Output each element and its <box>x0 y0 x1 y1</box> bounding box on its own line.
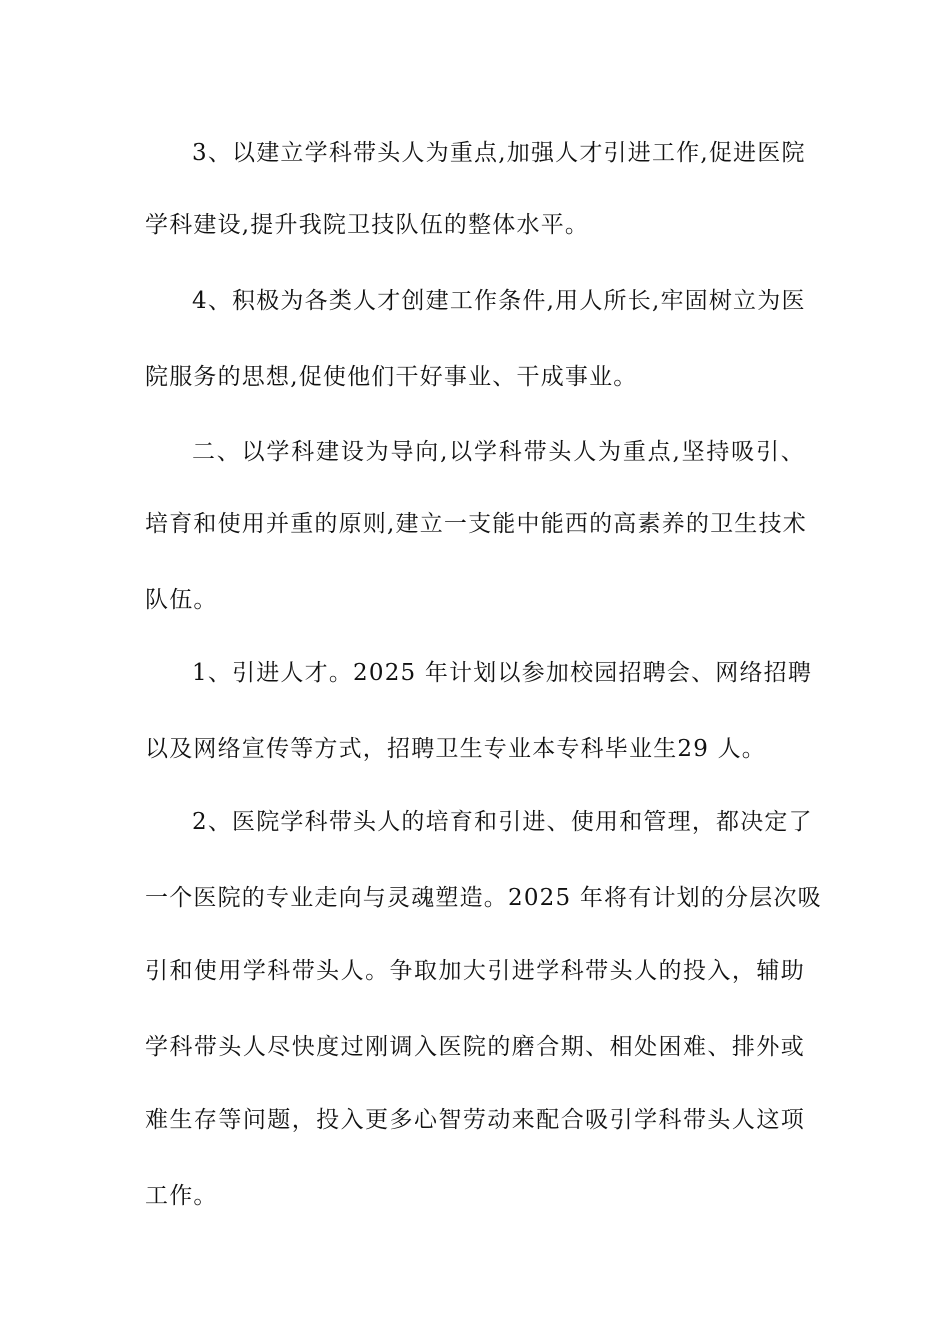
paragraph-5-line-2: 一个医院的专业走向与灵魂塑造。2025 年将有计划的分层次吸 <box>145 885 822 911</box>
paragraph-3-line-2: 培育和使用并重的原则,建立一支能中能西的高素养的卫生技术 <box>145 511 807 537</box>
paragraph-3-line-1: 二、以学科建设为导向,以学科带头人为重点,坚持吸引、 <box>192 439 805 465</box>
paragraph-5-line-6: 工作。 <box>145 1183 218 1209</box>
paragraph-3-line-3: 队伍。 <box>145 587 218 613</box>
paragraph-5-line-3: 引和使用学科带头人。争取加大引进学科带头人的投入，辅助 <box>145 958 805 984</box>
paragraph-5-line-5: 难生存等问题，投入更多心智劳动来配合吸引学科带头人这项 <box>145 1107 805 1133</box>
paragraph-1-line-2: 学科建设,提升我院卫技队伍的整体水平。 <box>145 212 590 238</box>
paragraph-5-line-1: 2、医院学科带头人的培育和引进、使用和管理，都决定了 <box>192 809 813 835</box>
paragraph-2-line-1: 4、积极为各类人才创建工作条件,用人所长,牢固树立为医 <box>192 288 806 314</box>
paragraph-5-line-4: 学科带头人尽快度过刚调入医院的磨合期、相处困难、排外或 <box>145 1034 805 1060</box>
paragraph-2-line-2: 院服务的思想,促使他们干好事业、干成事业。 <box>145 364 638 390</box>
paragraph-4-line-2: 以及网络宣传等方式，招聘卫生专业本专科毕业生29 人。 <box>145 736 766 762</box>
paragraph-4-line-1: 1、引进人才。2025 年计划以参加校园招聘会、网络招聘 <box>192 660 813 686</box>
paragraph-1-line-1: 3、以建立学科带头人为重点,加强人才引进工作,促进医院 <box>192 140 806 166</box>
